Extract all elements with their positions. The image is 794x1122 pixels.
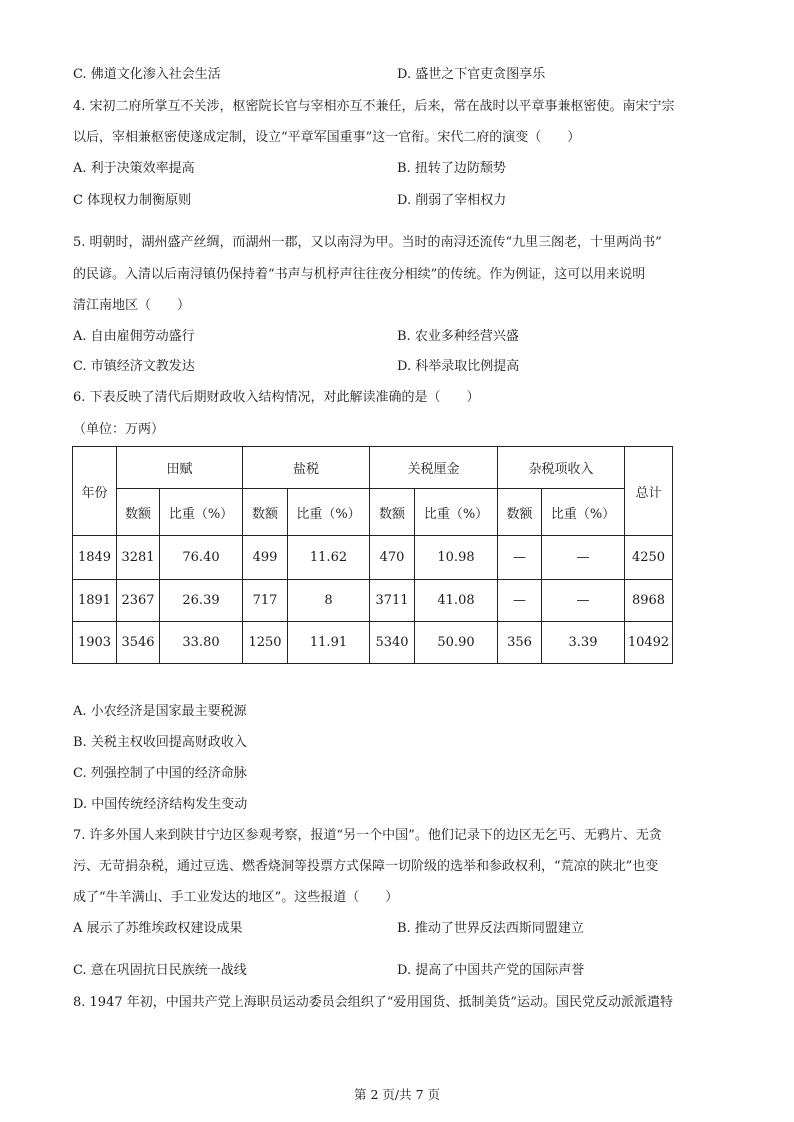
q7-stem-line-1: 7. 许多外国人来到陕甘宁边区参观考察，报道“另一个中国”。他们记录下的边区无乞丐、无鸦片、无贪 <box>73 828 662 843</box>
q7-option-d: D. 提高了中国共产党的国际声誉 <box>397 963 585 978</box>
table-cell: 3.39 <box>542 622 625 664</box>
table-cell: — <box>498 536 542 580</box>
q6-stem-line-1: 6. 下表反映了清代后期财政收入结构情况，对此解读准确的是（ ） <box>73 390 480 405</box>
q7-stem-line-3: 成了“牛羊满山、手工业发达的地区”。这些报道（ ） <box>73 890 399 905</box>
table-header-row-1 <box>73 447 673 489</box>
q3-option-d: D. 盛世之下官吏贪图享乐 <box>397 67 546 82</box>
q5-option-a: A. 自由雇佣劳动盛行 <box>73 329 195 344</box>
q7-option-b: B. 推动了世界反法西斯同盟建立 <box>397 921 584 936</box>
table-cell: 33.80 <box>160 622 243 664</box>
table-cell: 26.39 <box>160 580 243 622</box>
q4-option-c: C 体现权力制衡原则 <box>73 193 192 208</box>
q3-option-c: C. 佛道文化渗入社会生活 <box>73 67 221 82</box>
table-cell: 3546 <box>117 622 160 664</box>
q4-option-d: D. 削弱了宰相权力 <box>397 193 507 208</box>
q7-option-c: C. 意在巩固抗日民族统一战线 <box>73 963 247 978</box>
table-cell: 499 <box>243 536 288 580</box>
table-cell: 8 <box>288 580 370 622</box>
table-cell: 11.62 <box>288 536 370 580</box>
revenue-table <box>72 446 673 664</box>
q6-option-d: D. 中国传统经济结构发生变动 <box>73 797 248 812</box>
table-cell: 41.08 <box>415 580 498 622</box>
q6-unit-note: （单位：万两） <box>73 422 165 437</box>
q4-stem-line-2: 以后，宰相兼枢密使遂成定制，设立“平章军国重事”这一官衔。宋代二府的演变（ ） <box>73 130 581 145</box>
q5-option-d: D. 科举录取比例提高 <box>397 359 520 374</box>
header-group-salt-tax: 盐税 <box>243 447 370 489</box>
subheader-ratio: 比重（%） <box>160 489 243 536</box>
q7-option-a: A 展示了苏维埃政权建设成果 <box>73 921 243 936</box>
q6-option-b: B. 关税主权收回提高财政收入 <box>73 735 247 750</box>
subheader-amount: 数额 <box>117 489 160 536</box>
header-total: 总计 <box>625 447 673 536</box>
page-number-footer: 第 2 页/共 7 页 <box>353 1087 440 1102</box>
q6-option-a: A. 小农经济是国家最主要税源 <box>73 704 247 719</box>
table-cell: 1891 <box>73 580 117 622</box>
table-cell: — <box>542 536 625 580</box>
subheader-ratio: 比重（%） <box>415 489 498 536</box>
table-cell: 2367 <box>117 580 160 622</box>
table-row <box>73 622 673 664</box>
table-cell: 11.91 <box>288 622 370 664</box>
table-row <box>73 580 673 622</box>
q7-stem-line-2: 污、无苛捐杂税，通过豆选、燃香烧洞等投票方式保障一切阶级的选举和参政权利，“荒凉的陕北”也变 <box>73 859 659 874</box>
table-header-row-2 <box>73 489 673 536</box>
table-cell: 1849 <box>73 536 117 580</box>
q4-option-b: B. 扭转了边防颓势 <box>397 161 506 176</box>
table-cell: 4250 <box>625 536 673 580</box>
header-group-customs: 关税厘金 <box>370 447 498 489</box>
header-year: 年份 <box>73 447 117 536</box>
table-cell: 1903 <box>73 622 117 664</box>
q5-option-c: C. 市镇经济文教发达 <box>73 359 195 374</box>
subheader-amount: 数额 <box>498 489 542 536</box>
table-cell: 8968 <box>625 580 673 622</box>
subheader-amount: 数额 <box>243 489 288 536</box>
q5-stem-line-3: 清江南地区（ ） <box>73 298 191 313</box>
q6-option-c: C. 列强控制了中国的经济命脉 <box>73 766 247 781</box>
q5-stem-line-1: 5. 明朝时，湖州盛产丝绸，而湖州一郡，又以南浔为甲。当时的南浔还流传“九里三阁老，十里两尚书” <box>73 235 662 250</box>
table-cell: 10492 <box>625 622 673 664</box>
table-cell: 76.40 <box>160 536 243 580</box>
table-cell: 717 <box>243 580 288 622</box>
table-cell: 356 <box>498 622 542 664</box>
q4-stem-line-1: 4. 宋初二府所掌互不关涉，枢密院长官与宰相亦互不兼任，后来，常在战时以平章事兼枢密使。南宋宁宗 <box>73 99 675 114</box>
table-cell: 1250 <box>243 622 288 664</box>
table-cell: 50.90 <box>415 622 498 664</box>
q4-option-a: A. 利于决策效率提高 <box>73 161 195 176</box>
table-cell: 3281 <box>117 536 160 580</box>
subheader-amount: 数额 <box>370 489 415 536</box>
header-group-misc: 杂税项收入 <box>498 447 625 489</box>
table-cell: 5340 <box>370 622 415 664</box>
q5-option-b: B. 农业多种经营兴盛 <box>397 329 519 344</box>
table-row <box>73 536 673 580</box>
header-group-land-tax: 田赋 <box>117 447 243 489</box>
table-cell: — <box>542 580 625 622</box>
q5-stem-line-2: 的民谚。入清以后南浔镇仍保持着“书声与机杼声往往夜分相续”的传统。作为例证，这可以用来说明 <box>73 267 646 282</box>
table-cell: 10.98 <box>415 536 498 580</box>
subheader-ratio: 比重（%） <box>288 489 370 536</box>
subheader-ratio: 比重（%） <box>542 489 625 536</box>
table-cell: — <box>498 580 542 622</box>
table-cell: 3711 <box>370 580 415 622</box>
table-cell: 470 <box>370 536 415 580</box>
q8-stem-line-1: 8. 1947 年初，中国共产党上海职员运动委员会组织了“爱用国货、抵制美货”运动。国民党反动派派遣特 <box>73 995 674 1010</box>
